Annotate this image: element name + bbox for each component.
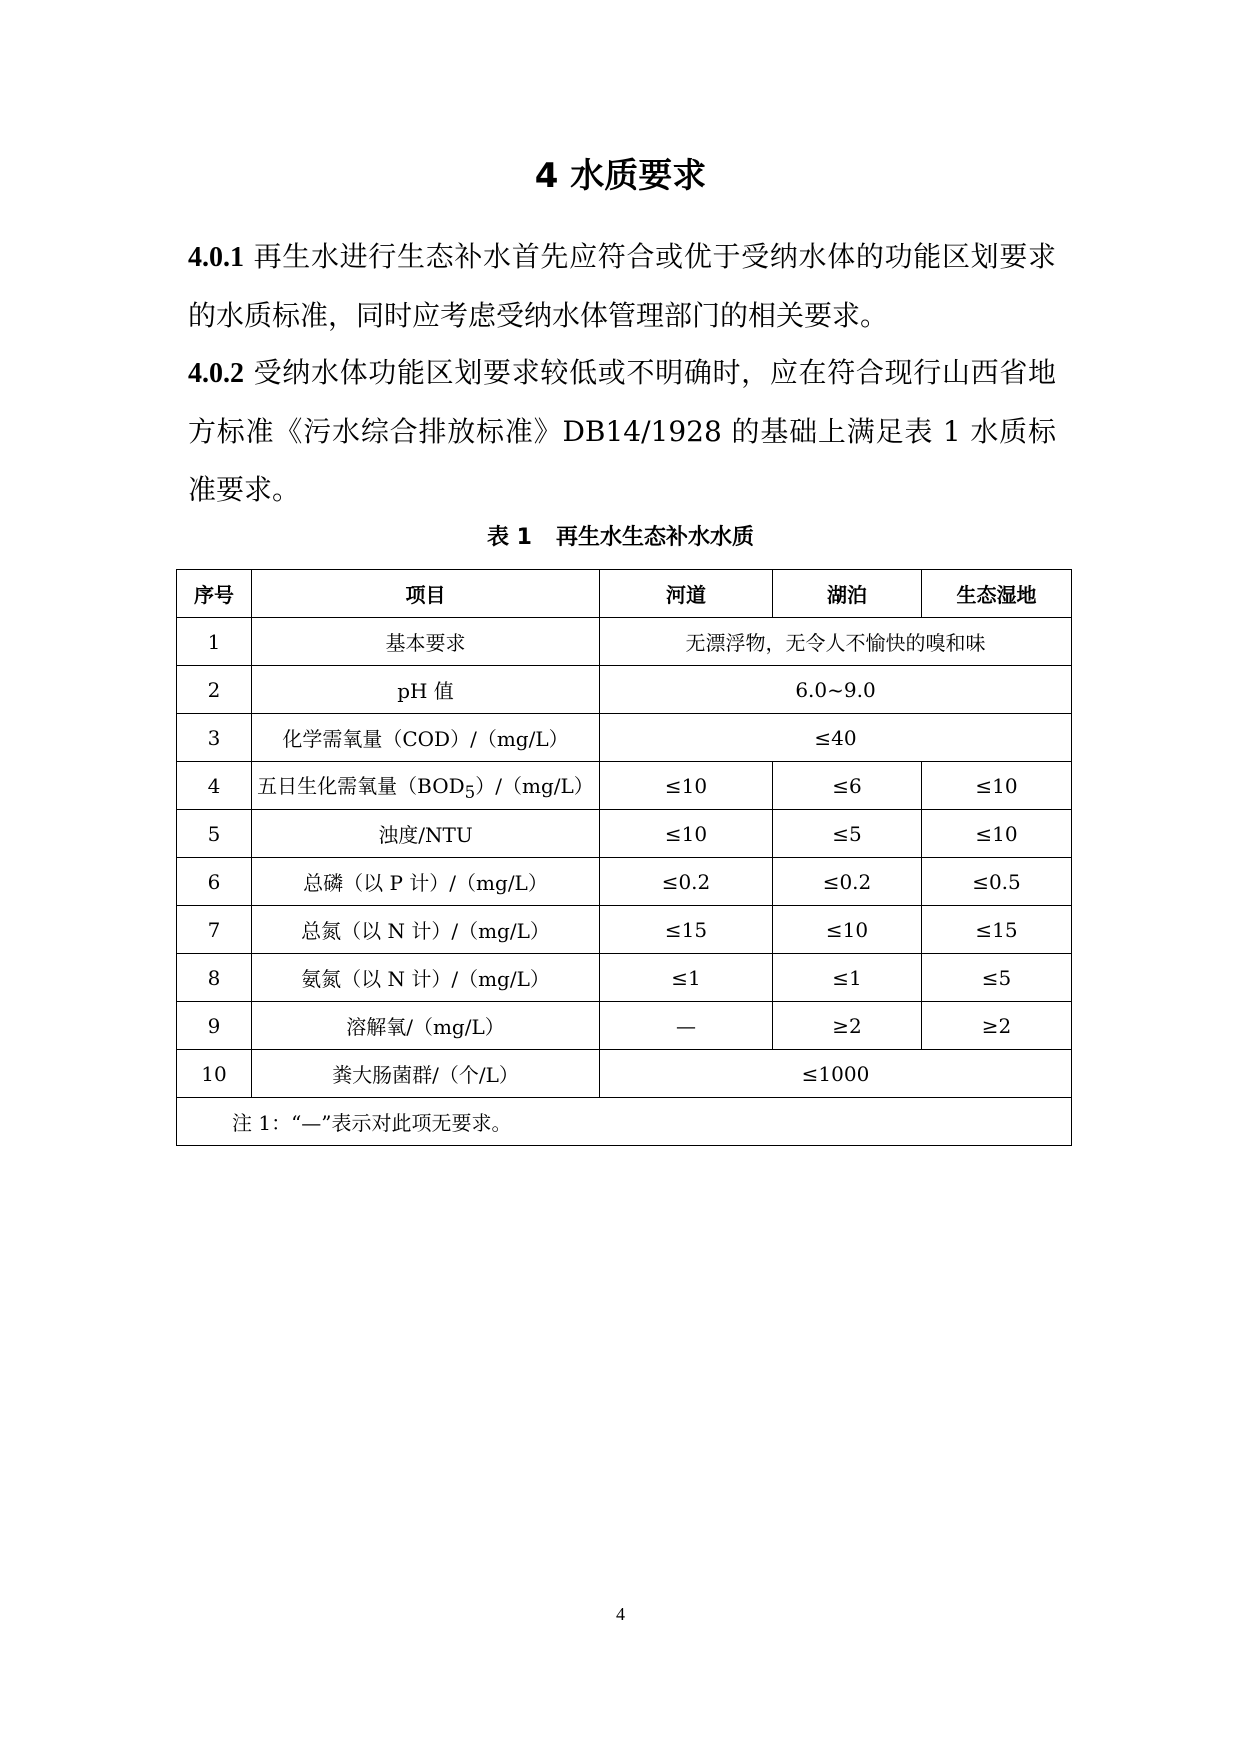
row-no: 10 xyxy=(177,1050,252,1098)
row-item-subscript: 5 xyxy=(464,782,476,802)
row-lake-value: ≤1 xyxy=(773,954,922,1002)
table-row xyxy=(177,714,1072,762)
row-item: 化学需氧量（COD）/（mg/L） xyxy=(252,714,600,762)
table-caption-title: 再生水生态补水水质 xyxy=(555,525,754,550)
table-caption xyxy=(0,522,1241,554)
water-quality-table xyxy=(176,569,1072,1146)
row-lake-value: ≥2 xyxy=(773,1002,922,1050)
row-merged-value: 6.0~9.0 xyxy=(600,666,1072,714)
row-river-value: ≤15 xyxy=(600,906,773,954)
page-title: 4 水质要求 xyxy=(534,156,707,196)
row-lake-value: ≤10 xyxy=(773,906,922,954)
row-item: pH 值 xyxy=(252,666,600,714)
table-note: 注 1：“—”表示对此项无要求。 xyxy=(177,1098,1072,1146)
row-river-value: ≤10 xyxy=(600,762,773,810)
header-no: 序号 xyxy=(177,570,252,618)
clause-text: 再生水进行生态补水首先应符合或优于受纳水体的功能区划要求的水质标准，同时应考虑受纳水体管理部门的相关要求。 xyxy=(188,240,1056,332)
table-row xyxy=(177,618,1072,666)
table-row xyxy=(177,762,1072,810)
row-wetland-value: ≤10 xyxy=(922,810,1072,858)
row-no: 3 xyxy=(177,714,252,762)
row-no: 4 xyxy=(177,762,252,810)
row-merged-value: ≤1000 xyxy=(600,1050,1072,1098)
clause-number: 4.0.1 xyxy=(188,242,244,273)
row-no: 6 xyxy=(177,858,252,906)
row-lake-value: ≤5 xyxy=(773,810,922,858)
table-header-row xyxy=(177,570,1072,618)
header-lake: 湖泊 xyxy=(773,570,922,618)
table-caption-label: 表 1 xyxy=(487,525,532,550)
row-item-text: 五日生化需氧量（BOD xyxy=(257,773,465,798)
row-no: 8 xyxy=(177,954,252,1002)
row-item: 基本要求 xyxy=(252,618,600,666)
row-merged-value: ≤40 xyxy=(600,714,1072,762)
table-row xyxy=(177,666,1072,714)
table-row xyxy=(177,1002,1072,1050)
clause-text: 受纳水体功能区划要求较低或不明确时，应在符合现行山西省地方标准《污水综合排放标准》DB14/1928 的基础上满足表 1 水质标准要求。 xyxy=(188,356,1056,506)
row-item: 浊度/NTU xyxy=(252,810,600,858)
row-item: 粪大肠菌群/（个/L） xyxy=(252,1050,600,1098)
table-note-row xyxy=(177,1098,1072,1146)
clause-4-0-1 xyxy=(188,228,1056,345)
table-row xyxy=(177,810,1072,858)
row-river-value: ≤0.2 xyxy=(600,858,773,906)
row-no: 2 xyxy=(177,666,252,714)
header-wetland: 生态湿地 xyxy=(922,570,1072,618)
row-no: 1 xyxy=(177,618,252,666)
table-row xyxy=(177,906,1072,954)
header-item: 项目 xyxy=(252,570,600,618)
row-wetland-value: ≤5 xyxy=(922,954,1072,1002)
clause-4-0-2 xyxy=(188,344,1056,519)
row-item: 溶解氧/（mg/L） xyxy=(252,1002,600,1050)
page-number: 4 xyxy=(616,1604,625,1624)
row-item: 总磷（以 P 计）/（mg/L） xyxy=(252,858,600,906)
row-no: 7 xyxy=(177,906,252,954)
row-lake-value: ≤6 xyxy=(773,762,922,810)
clause-number: 4.0.2 xyxy=(188,358,244,389)
row-wetland-value: ≤0.5 xyxy=(922,858,1072,906)
row-lake-value: ≤0.2 xyxy=(773,858,922,906)
row-item: 氨氮（以 N 计）/（mg/L） xyxy=(252,954,600,1002)
row-river-value: ≤1 xyxy=(600,954,773,1002)
row-no: 5 xyxy=(177,810,252,858)
row-river-value: — xyxy=(600,1002,773,1050)
header-river: 河道 xyxy=(600,570,773,618)
row-item: 总氮（以 N 计）/（mg/L） xyxy=(252,906,600,954)
row-river-value: ≤10 xyxy=(600,810,773,858)
row-item-text: ）/（mg/L） xyxy=(475,773,594,798)
row-wetland-value: ≥2 xyxy=(922,1002,1072,1050)
row-no: 9 xyxy=(177,1002,252,1050)
table-row xyxy=(177,954,1072,1002)
row-item xyxy=(252,762,600,810)
row-wetland-value: ≤15 xyxy=(922,906,1072,954)
table-row xyxy=(177,1050,1072,1098)
table-row xyxy=(177,858,1072,906)
row-wetland-value: ≤10 xyxy=(922,762,1072,810)
row-merged-value: 无漂浮物，无令人不愉快的嗅和味 xyxy=(600,618,1072,666)
